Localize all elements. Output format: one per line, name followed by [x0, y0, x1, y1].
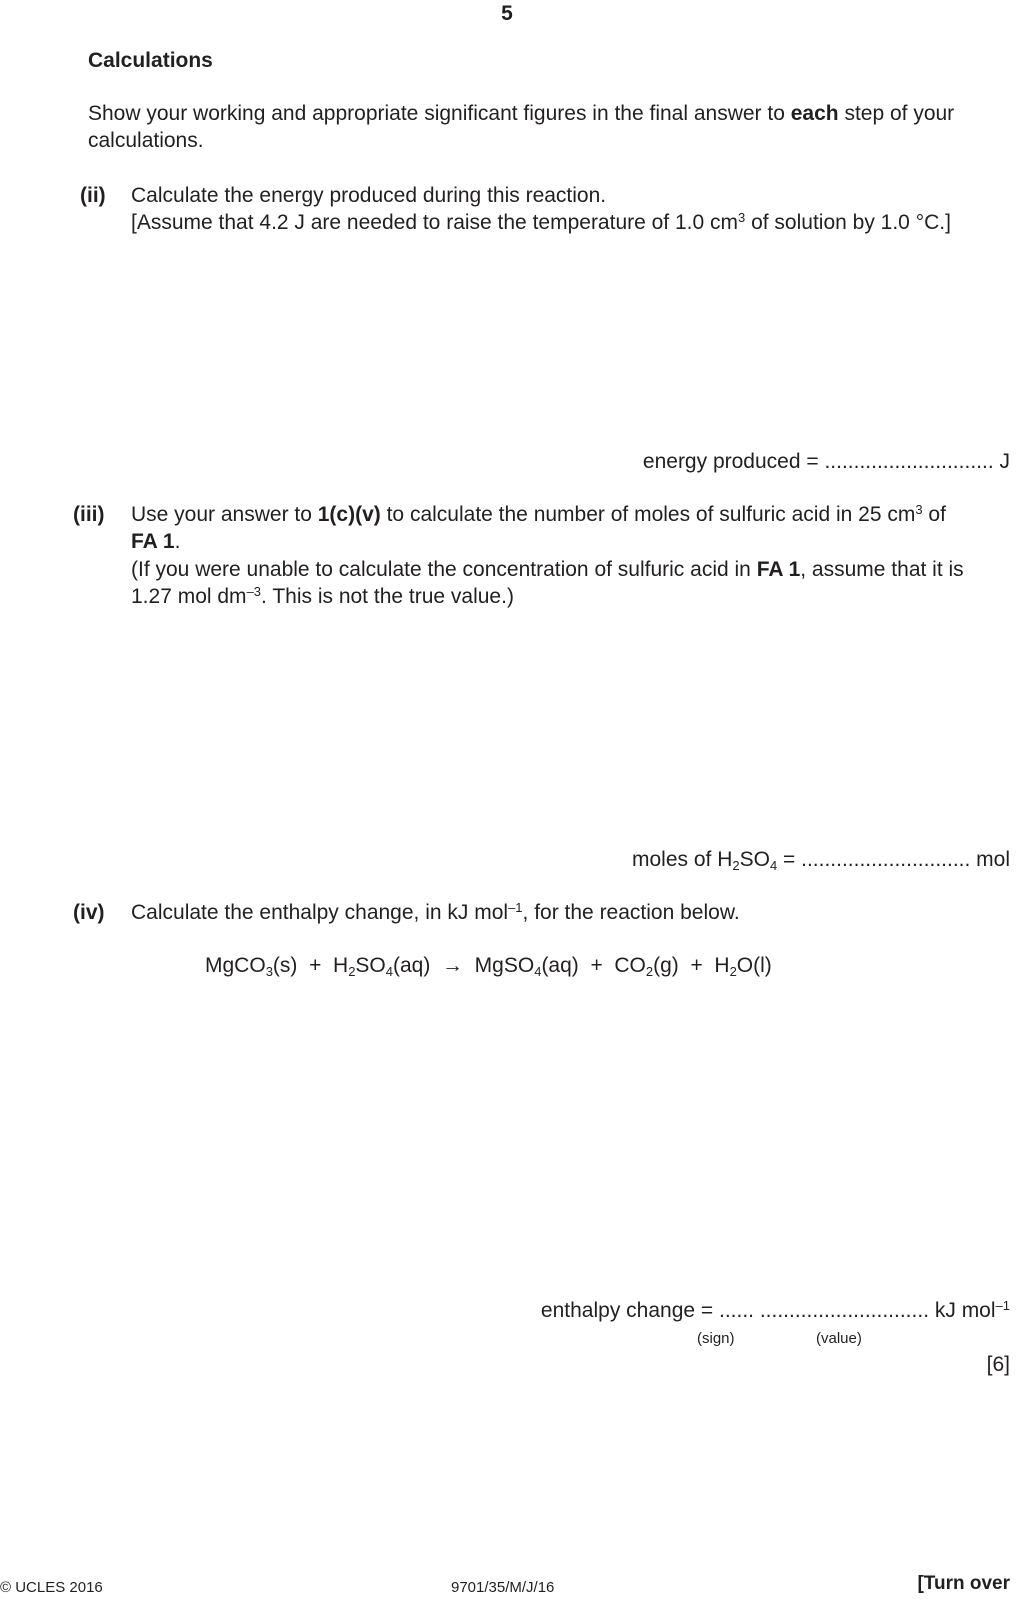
copyright: © UCLES 2016: [0, 1579, 103, 1596]
question-iii-text: Use your answer to 1(c)(v) to calculate the number of moles of sulfuric acid in 25 $cm^3$ of FA 1. (If you were unable to calculate the concentration of sulfuric acid in FA 1, assume that it is 1.27 mol $dm^{-3}$. This is not the true value.): [131, 502, 964, 608]
question-ii-text: Calculate the energy produced during this reaction. [Assume that 4.2 J are needed to raise the temperature of 1.0 $cm^3$ of solution by 1.0 °C.]: [131, 184, 951, 235]
value-label: (value): [816, 1330, 862, 1347]
question-label-iv: (iv): [73, 901, 105, 924]
paper-code: 9701/35/M/J/16: [451, 1579, 555, 1596]
question-iv-text: Calculate the enthalpy change, in kJ mol$^{-1}$, for the reaction below.: [131, 900, 740, 924]
section-heading: Calculations: [88, 49, 213, 72]
sign-label: (sign): [697, 1330, 735, 1347]
intro-text: Show your working and appropriate significant figures in the final answer to each step of your calculations.: [88, 102, 955, 153]
question-label-iii: (iii): [73, 503, 105, 526]
answer-line-energy: energy produced = ............................. J: [642, 450, 1010, 473]
answer-line-moles: moles of $H_2SO_4$ = ............................. mol: [632, 848, 1010, 873]
answer-line-enthalpy: enthalpy change = ...... ............................. kJ mol$^{-1}$: [540, 1298, 1010, 1322]
marks: [6]: [986, 1353, 1010, 1376]
question-label-ii: (ii): [80, 184, 106, 207]
turn-over: [Turn over: [917, 1573, 1010, 1594]
page-number: 5: [501, 2, 513, 25]
reaction-equation: MgCO$_3$(s) + $H_2SO_4(aq)$ → MgSO$_4$(aq) + $CO_2(g) + H_2O(l)$: [205, 954, 772, 979]
